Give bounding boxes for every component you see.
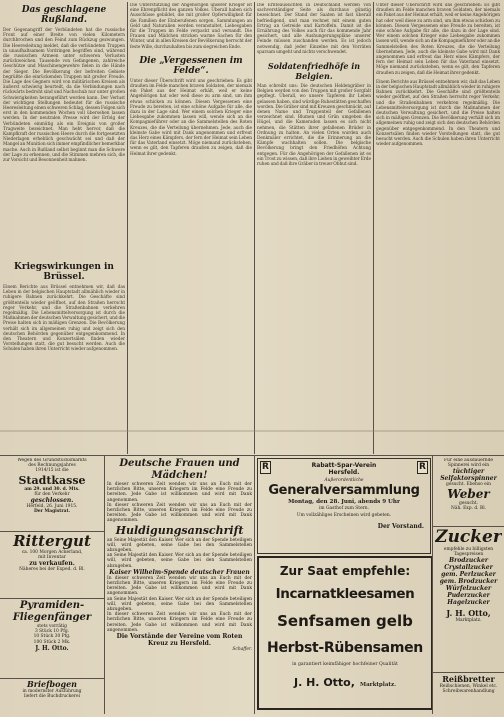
ad-item: Hagelzucker	[447, 599, 490, 607]
article-body: Die Ernteaussichten in Deutschland werden von sachverständiger Seite als durchaus günstig bezeichnet. Der Stand der Saaten ist fast überall befriedigend, und man rechnet mit einem guten Ertrag an Getreide und Kartoffeln. Damit ist die Ernährung des Volkes auch für das kommende Jahr gesichert, und alle Aushungerungspläne unserer Feinde müssen zuschanden werden. Es ist jedoch notwendig, daß jeder Einzelne mit den Vorräten sparsam umgeht und nichts verschwendet.	[257, 3, 371, 55]
column-rule	[373, 2, 374, 454]
ad-text: Montag, den 28. Juni, abends 9 Uhr	[288, 499, 400, 506]
ad-product: Herbst-Rübensamen	[267, 640, 423, 656]
ad-text: mit Inventar	[38, 555, 66, 561]
ad-rittergut	[2, 533, 102, 597]
ad-divider	[0, 598, 104, 599]
ad-text: gesucht. Ebenso ein	[446, 482, 491, 488]
ad-reissbretter	[435, 674, 502, 714]
ad-divider	[0, 531, 104, 532]
article-title: Soldatenfriedhöfe in Belgien.	[267, 61, 361, 82]
corner-mark-r: R	[260, 461, 271, 474]
ad-zur-saat	[257, 556, 433, 710]
ad-text: Reißschienen, Winkel etc.	[439, 684, 498, 689]
ad-text: am 29. und 30. d. Mts.	[24, 486, 80, 492]
ad-rule	[254, 456, 255, 714]
ad-divider	[433, 672, 504, 673]
ad-stadtkasse	[2, 458, 102, 530]
ad-text: Schreibwarenhandlung	[442, 689, 495, 695]
ad-text: an Seine Majestät den Kaiser. Wer sich an der Spende beteiligen will, wird gebeten, seine Gabe bei den Sammelstellen abzugeben.	[107, 537, 252, 554]
ad-text: des Rechnungsjahres	[28, 463, 76, 469]
article-body: Einem Berichte aus Brüssel entnehmen wir, daß das Leben in der belgischen Hauptstadt allmählich wieder in ruhigere Bahnen zurückkehrt. Die Geschäfte sind größtenteils wieder geöffnet, auf den Straßen herrscht reger Verkehr, und die Straßenbahnen verkehren regelmäßig. Die Lebensmittelversorgung ist durch die Maßnahmen der deutschen Verwaltung gesichert, und die Preise halten sich in mäßigen Grenzen. Die Bevölkerung verhält sich im allgemeinen ruhig und zeigt sich den deutschen Behörden gegenüber entgegenkommend. In den Theatern und Konzertsälen finden wieder Vorstellungen statt, die gut besucht werden. Auch die Schulen haben ihren Unterricht wieder aufgenommen.	[376, 79, 500, 148]
article-title: Kriegswirkungen in Brüssel.	[14, 262, 114, 282]
ad-item: Crystallzucker	[444, 564, 493, 572]
ad-text: Der Magistrat.	[33, 509, 71, 515]
ad-product: Senfsamen gelb	[277, 612, 413, 630]
ad-title: Zur Saat empfehle:	[279, 564, 411, 578]
ad-text: 10 Stück 30 Pfg.	[33, 634, 71, 640]
ad-text: geschlossen.	[30, 497, 74, 505]
ad-title: Deutsche Frauen und Mädchen!	[119, 458, 240, 481]
article-column-3	[257, 3, 371, 453]
ad-title: Zucker	[435, 528, 502, 547]
ad-title: Rabatt-Spar-Verein	[311, 462, 377, 469]
ad-divider	[433, 526, 504, 527]
ad-title: Reißbretter	[442, 674, 495, 684]
ad-text: In dieser schweren Zeit wenden wir uns an Euch mit der herzlichen Bitte, unseren Kriegern im Felde eine Freude zu bereiten. Jede Gabe ist willkommen und wird mit Dank angenommen.	[107, 575, 252, 597]
article-title: Die „Vergessenen im Felde“.	[139, 55, 243, 76]
article-body: Unter dieser Überschrift wird uns geschrieben: Es gibt draußen im Felde manchen braven Soldaten, der niemals ein Paket aus der Heimat erhält, weil er keine Angehörigen hat oder weil diese zu arm sind, um ihm etwas schicken zu können. Diesen Vergessenen eine Freude zu bereiten, ist eine schöne Aufgabe für alle, die dazu in der Lage sind. Wer einem solchen Krieger eine Liebesgabe zukommen lassen will, wende sich an die Kompagnieführer oder an die Sammelstellen des Roten Kreuzes, die die Verteilung übernehmen. Jede, auch die kleinste Gabe wird mit Dank angenommen und erfreut das Herz eines Kämpfers, der fern der Heimat sein Leben für das Vaterland einsetzt. Möge niemand zurückstehen, wenn es gilt, den Tapferen draußen zu zeigen, daß die Heimat ihrer gedenkt.	[376, 3, 500, 76]
article-title: Das geschlagene Rußland.	[21, 5, 107, 25]
ad-item: gem. Brodzucker	[439, 578, 498, 586]
ad-text: 100 Stück 2 Mk.	[33, 639, 71, 645]
article-body: Einem Berichte aus Brüssel entnehmen wir, daß das Leben in der belgischen Hauptstadt allmählich wieder in ruhigere Bahnen zurückkehrt. Die Geschäfte sind größtenteils wieder geöffnet, auf den Straßen herrscht reger Verkehr, und die Straßenbahnen verkehren regelmäßig. Die Lebensmittelversorgung ist durch die Maßnahmen der deutschen Verwaltung gesichert, und die Preise halten sich in mäßigen Grenzen. Die Bevölkerung verhält sich im allgemeinen ruhig und zeigt sich den deutschen Behörden gegenüber entgegenkommend. In den Theatern und Konzertsälen finden wieder Vorstellungen statt, die gut besucht werden. Auch die Schulen haben ihren Unterricht wieder aufgenommen.	[3, 285, 125, 353]
ad-title: Rittergut	[13, 533, 91, 550]
article-column-1	[3, 3, 125, 258]
ad-text: Der Vorstand.	[377, 522, 424, 530]
ad-text: 1914/15 ist die	[35, 468, 69, 474]
ad-text: gesucht.	[459, 500, 478, 506]
ad-vendor: J. H. Otto,	[294, 676, 355, 689]
ad-text: In dieser schweren Zeit wenden wir uns an Euch mit der herzlichen Bitte, unseren Kriegern im Felde eine Freude zu bereiten. Jede Gabe ist willkommen und wird mit Dank angenommen.	[107, 482, 252, 503]
ad-text: Für eine ausdauernde Spinnerei wird ein	[443, 458, 494, 469]
ad-text: zu verkaufen.	[29, 560, 75, 568]
ad-spinner	[435, 458, 502, 524]
ad-text: liefert die Buchdruckerei	[24, 694, 80, 700]
corner-mark-r: R	[417, 461, 428, 474]
article-body: Der Gegenangriff der Verbündeten hat die russische Front auf einer Breite von vielen Kilometern durchbrochen und den Feind zum Rückzug gezwungen. Die Heeresleitung meldet, daß die verbündeten Truppen in unaufhaltsamem Vordringen begriffen sind, während die russischen Armeen unter schweren Verlusten zurückweichen. Tausende von Gefangenen, zahlreiche Geschütze und Maschinengewehre fielen in die Hände der Sieger. Die Bevölkerung der befreiten Gebiete begrüßte die einrückenden Truppen mit großer Freude. Die Lage des Gegners wird von militärischen Kreisen als äußerst schwierig beurteilt, da die Verbindungen nach rückwärts bedroht sind und Nachschub nur unter großen Schwierigkeiten herangeführt werden kann. Der Verlust der wichtigen Stellungen bedeutet für die russische Heeresleitung einen schweren Schlag, dessen Folgen sich erst in den kommenden Wochen voll übersehen lassen werden. In der neutralen Presse wird der Erfolg der Verbündeten einmütig als ein Ereignis von großer Tragweite bezeichnet. Man hebt hervor, daß die Kampfkraft der russischen Heere durch die fortgesetzten Niederlagen erheblich geschwächt sei und daß der Mangel an Munition sich immer empfindlicher bemerkbar mache. Auch in Rußland selbst beginnt man die Schwere der Lage zu erkennen, und die Stimmen mehren sich, die zur Vorsicht und Besonnenheit mahnen.	[3, 28, 125, 164]
ad-text: an Seine Majestät den Kaiser. Wer sich an der Spende beteiligen will, wird gebeten, seine Gabe bei den Sammelstellen abzugeben.	[107, 553, 252, 569]
ad-item: Puderzucker	[447, 592, 490, 600]
column-rule	[127, 2, 128, 454]
ad-title: Briefbogen	[27, 680, 77, 689]
ad-subtitle: Kaiser Wilhelm-Spende deutscher Frauen	[109, 568, 250, 576]
ad-text: für den Verkehr	[34, 491, 70, 497]
ad-text: Näheres bei der Exped. d. Bl.	[19, 567, 85, 573]
ad-text: stets vorrätig	[37, 624, 67, 629]
ad-pyramiden	[2, 600, 102, 676]
ad-title: Pyramiden-Fliegenfänger	[12, 600, 92, 623]
ad-text: Die Vorstände der Vereine vom Roten Kreuz zu Hersfeld.	[116, 633, 243, 648]
ad-text: Herfeld, 26. Juni 1915.	[26, 504, 78, 510]
article-body: Unter dieser Überschrift wird uns geschrieben: Es gibt draußen im Felde manchen braven Soldaten, der niemals ein Paket aus der Heimat erhält, weil er keine Angehörigen hat oder weil diese zu arm sind, um ihm etwas schicken zu können. Diesen Vergessenen eine Freude zu bereiten, ist eine schöne Aufgabe für alle, die dazu in der Lage sind. Wer einem solchen Krieger eine Liebesgabe zukommen lassen will, wende sich an die Kompagnieführer oder an die Sammelstellen des Roten Kreuzes, die die Verteilung übernehmen. Jede, auch die kleinste Gabe wird mit Dank angenommen und erfreut das Herz eines Kämpfers, der fern der Heimat sein Leben für das Vaterland einsetzt. Möge niemand zurückstehen, wenn es gilt, den Tapferen draußen zu zeigen, daß die Heimat ihrer gedenkt.	[130, 78, 252, 157]
ad-text: an Seine Majestät den Kaiser. Wer sich an der Spende beteiligen will, wird gebeten, seine Gabe bei den Sammelstellen abzugeben.	[107, 596, 252, 613]
ad-divider	[0, 678, 104, 679]
ad-product: Incarnatkleesamen	[275, 586, 415, 602]
ad-text: in modernster Ausführung	[22, 689, 82, 694]
article-body: Die Unterstützung der Angehörigen unserer Krieger ist eine Ehrenpflicht des ganzen Volkes. Überall haben sich Ausschüsse gebildet, die mit großer Opferwilligkeit für die Familien der Einberufenen sorgen. Sammlungen an Geld und Naturalien werden veranstaltet, Liebesgaben für die Truppen im Felde verpackt und versandt. Die Frauen und Mädchen stricken warme Sachen für den Winter, und in allen Kreisen der Bevölkerung herrscht der feste Wille, durchzuhalten bis zum siegreichen Ende.	[130, 3, 252, 50]
ad-text: in garantiert keimfähiger hochfeiner Qualität	[292, 662, 398, 667]
ad-text: Wegen des Grundstücksmarkts	[17, 458, 87, 463]
ad-item: Würfelzucker	[445, 585, 492, 593]
article-column-1b	[3, 260, 125, 453]
ad-text: Um vollzähliges Erscheinen wird gebeten.	[296, 513, 392, 519]
ad-briefbogen	[2, 680, 102, 714]
ad-rabatt-spar-verein	[257, 458, 431, 554]
ad-item: gem. Perlzucker	[441, 571, 496, 579]
ad-title: Hersfeld.	[328, 469, 360, 476]
ad-rule	[104, 456, 105, 714]
ad-subtitle: Huldigungsanschrift	[115, 523, 244, 537]
ad-text: empfehle zu billigsten Tagespreisen	[443, 547, 494, 558]
ad-title: tüchtiger Selfaktorspinner	[440, 468, 497, 483]
article-column-4	[376, 3, 500, 453]
ad-text: Marktplatz.	[455, 618, 482, 624]
ad-text: Marktplatz.	[360, 682, 396, 688]
ad-zucker	[435, 528, 502, 668]
article-column-2	[130, 3, 252, 453]
ad-item: Brodzucker	[449, 557, 488, 565]
ad-text: Außerordentliche	[324, 478, 364, 483]
ad-text: In dieser schweren Zeit wenden wir uns an Euch mit der herzlichen Bitte, unseren Kriegern im Felde eine Freude zu bereiten. Jede Gabe ist willkommen und wird mit Dank angenommen.	[107, 502, 252, 524]
ad-text: ca. 100 Morgen Ackerland,	[21, 550, 83, 555]
ad-text: Näh. Exp. d. Bl.	[451, 505, 486, 511]
paper-fold	[0, 430, 504, 432]
ad-title: Weber	[447, 486, 490, 501]
ad-text: In dieser schweren Zeit wenden wir uns an Euch mit der herzlichen Bitte, unseren Kriegern im Felde eine Freude zu bereiten. Jede Gabe ist willkommen und wird mit Dank angenommen.	[107, 612, 252, 633]
ad-signature: Schaffer.	[232, 647, 252, 653]
ad-text: 3 Stück 10 Pfg.	[34, 629, 70, 635]
ad-main-title: Generalversammlung	[268, 483, 420, 499]
column-rule	[254, 2, 255, 454]
ad-deutsche-frauen	[107, 458, 252, 714]
ad-vendor: J. H. Otto,	[446, 608, 491, 619]
ad-text: im Gasthof zum Stern.	[319, 506, 369, 512]
section-divider	[0, 455, 504, 456]
ad-vendor: J. H. Otto.	[35, 644, 69, 652]
ad-vendor-row	[259, 671, 431, 690]
ad-rule	[432, 456, 433, 714]
ad-title: Stadtkasse	[18, 473, 86, 487]
article-body: Man schreibt uns: Die deutschen Heldengräber in Belgien werden von den Truppen mit großer Sorgfalt gepflegt. Überall, wo unsere Tapferen ihr Leben gelassen haben, sind würdige Ruhestätten geschaffen worden. Die Gräber sind mit Kreuzen geschmückt, auf denen Name und Truppenteil der Gefallenen verzeichnet sind. Blumen und Grün umgeben die Hügel, und die Kameraden lassen es sich nicht nehmen, die Stätten ihrer gefallenen Brüder in Ordnung zu halten. An vielen Orten wurden auch Denkmäler errichtet, die die Erinnerung an die Kämpfe wachhalten sollen. Die belgische Bevölkerung bringt den Friedhöfen Achtung entgegen. Für die Angehörigen der Gefallenen ist es ein Trost zu wissen, daß ihre Lieben in geweihter Erde ruhen und daß ihre Gräber in treuer Obhut sind.	[257, 84, 371, 168]
